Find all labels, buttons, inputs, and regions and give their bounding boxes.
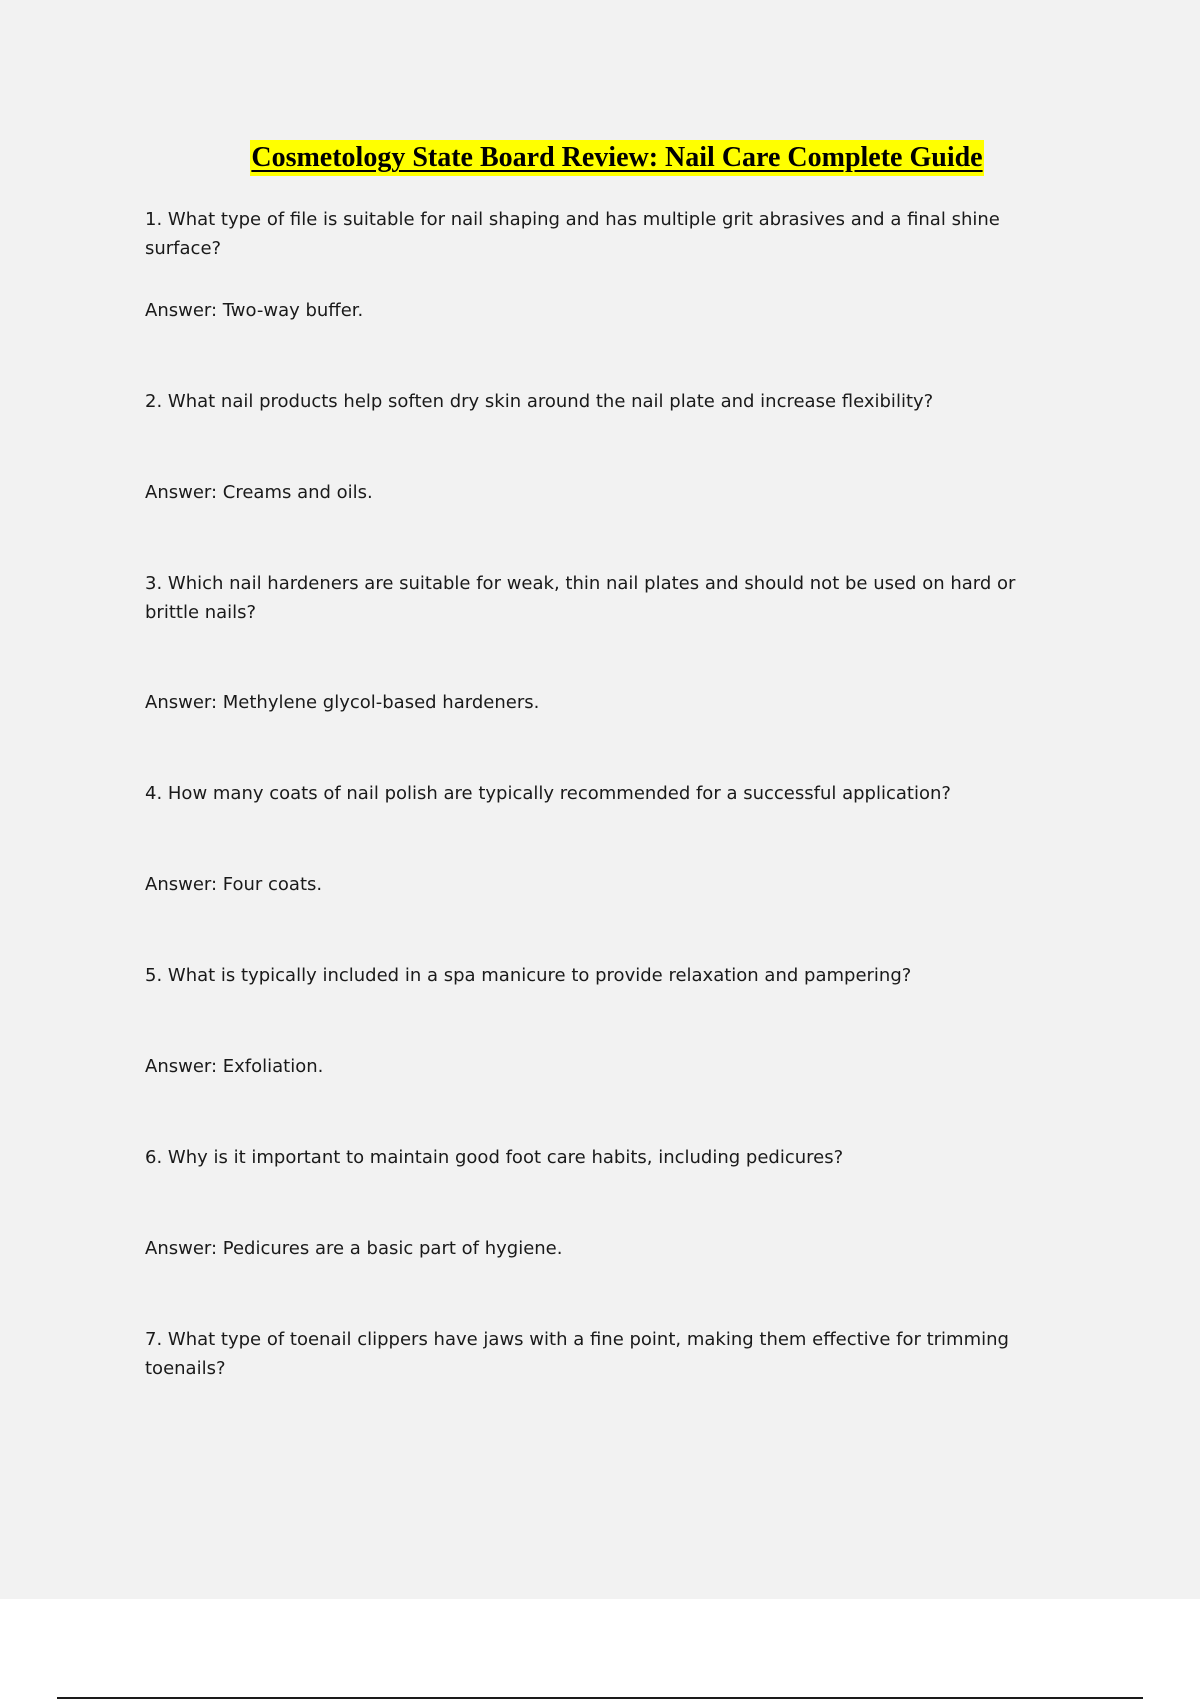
answer-1: Answer: Two-way buffer. — [145, 300, 364, 321]
answer-3: Answer: Methylene glycol-based hardeners. — [145, 692, 540, 713]
footer-divider — [57, 1697, 1143, 1699]
page-title: Cosmetology State Board Review: Nail Care Complete Guide — [250, 140, 983, 176]
question-7: 7. What type of toenail clippers have jaws with a fine point, making them effective for trimming toenails? — [145, 1329, 1009, 1379]
question-2: 2. What nail products help soften dry skin around the nail plate and increase flexibility? — [145, 391, 934, 412]
answer-5: Answer: Exfoliation. — [145, 1056, 324, 1077]
title-container — [0, 140, 1200, 176]
question-3: 3. Which nail hardeners are suitable for weak, thin nail plates and should not be used on hard or brittle nails? — [145, 573, 1016, 623]
question-4: 4. How many coats of nail polish are typically recommended for a successful application? — [145, 783, 951, 804]
answer-4: Answer: Four coats. — [145, 874, 323, 895]
question-5: 5. What is typically included in a spa manicure to provide relaxation and pampering? — [145, 965, 912, 986]
question-1: 1. What type of file is suitable for nail shaping and has multiple grit abrasives and a final shine surface? — [145, 209, 1000, 259]
question-6: 6. Why is it important to maintain good foot care habits, including pedicures? — [145, 1147, 844, 1168]
answer-6: Answer: Pedicures are a basic part of hygiene. — [145, 1238, 563, 1259]
answer-2: Answer: Creams and oils. — [145, 482, 373, 503]
